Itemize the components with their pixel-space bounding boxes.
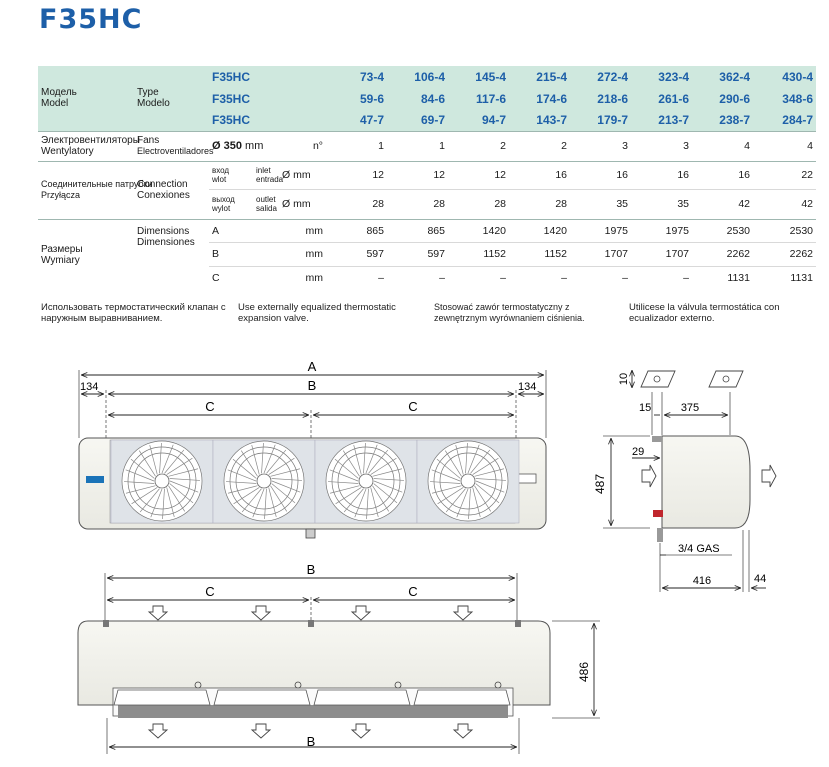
inlet-unit: Ø mm	[279, 161, 326, 189]
note-ru: Использовать термостатический клапан с наружным выравниванием.	[41, 302, 226, 324]
fan-grille-icon	[111, 440, 213, 523]
bottom-view	[78, 562, 600, 754]
dimension-a-value: 1420	[448, 219, 509, 242]
model-code: 59-6	[326, 88, 387, 109]
model-code: 106-4	[387, 66, 448, 88]
dimensions-label-es: Dimensiones	[137, 236, 195, 248]
dim-c-label-bottom-right: C	[408, 584, 418, 599]
dim-c-label-bottom-left: C	[205, 584, 215, 599]
airflow-arrow-icon	[454, 606, 472, 620]
dimension-b-value: 1152	[448, 242, 509, 266]
model-name: F35HC	[209, 88, 279, 109]
fan-grille-icon	[315, 440, 417, 523]
dimensions-label-pl: Wymiary	[41, 254, 80, 266]
dim-487-label: 487	[593, 473, 607, 495]
dimension-c-value: –	[448, 266, 509, 290]
front-view	[79, 359, 546, 538]
fan-count: 2	[448, 131, 509, 161]
dimension-c-value: 1131	[753, 266, 816, 290]
dimensions-label-en: Dimensions	[137, 225, 190, 237]
model-name: F35HC	[209, 109, 279, 131]
outlet-diameter: 28	[326, 189, 387, 219]
inlet-diameter: 16	[631, 161, 692, 189]
airflow-arrow-icon	[149, 724, 167, 738]
dimension-a-value: 865	[326, 219, 387, 242]
fans-label-es: Electroventiladores	[137, 146, 214, 156]
dimension-c-value: –	[570, 266, 631, 290]
model-code: 179-7	[570, 109, 631, 131]
dimension-b-value: 1152	[509, 242, 570, 266]
inlet-label-es: entrada	[256, 174, 284, 184]
fan-diameter: Ø 350	[212, 140, 242, 152]
airflow-arrow-icon	[454, 724, 472, 738]
model-code: 145-4	[448, 66, 509, 88]
dimension-b-value: 1707	[631, 242, 692, 266]
inlet-diameter: 16	[570, 161, 631, 189]
dimension-unit: mm	[279, 242, 326, 266]
dim-44-label: 44	[754, 573, 767, 585]
dim-b-label-bottom: B	[306, 562, 316, 577]
model-code: 94-7	[448, 109, 509, 131]
dim-a-label: A	[307, 359, 317, 374]
model-code: 117-6	[448, 88, 509, 109]
inlet-diameter: 12	[387, 161, 448, 189]
fan-grille-icon	[213, 440, 315, 523]
fan-count: 2	[509, 131, 570, 161]
inlet-diameter: 22	[753, 161, 816, 189]
inlet-label-ru: вход	[212, 165, 230, 175]
dimension-b-value: 2262	[753, 242, 816, 266]
note-es: Utilicese la válvula termostática con ecualizador externo.	[629, 302, 780, 324]
dimensions-label-ru: Размеры	[41, 243, 83, 255]
model-code: 430-4	[753, 66, 816, 88]
dim-134-left: 134	[80, 381, 99, 393]
outlet-diameter: 28	[448, 189, 509, 219]
model-code: 323-4	[631, 66, 692, 88]
airflow-arrow-icon	[352, 606, 370, 620]
outlet-label-es: salida	[256, 203, 277, 213]
dimension-b-value: 2262	[692, 242, 753, 266]
dimension-c-value: –	[509, 266, 570, 290]
dimension-b-label: B	[209, 242, 279, 266]
inlet-label-pl: wlot	[212, 174, 227, 184]
dim-b-label-lower: B	[306, 734, 316, 749]
dimension-unit: mm	[279, 266, 326, 290]
dim-15-label: 15	[639, 402, 652, 414]
airflow-arrow-icon	[149, 606, 167, 620]
dimension-a-value: 865	[387, 219, 448, 242]
airflow-arrow-icon	[352, 724, 370, 738]
dim-486-label: 486	[577, 661, 591, 683]
fan-count: 4	[753, 131, 816, 161]
inlet-label-en: inlet	[256, 165, 271, 175]
inlet-diameter: 12	[448, 161, 509, 189]
model-label-ru: Модель	[41, 87, 77, 99]
outlet-label-ru: выход	[212, 194, 235, 204]
dimension-c-value: –	[326, 266, 387, 290]
model-name: F35HC	[209, 66, 279, 88]
outlet-unit: Ø mm	[279, 189, 326, 219]
outlet-diameter: 28	[387, 189, 448, 219]
fan-count: 3	[631, 131, 692, 161]
dimension-a-value: 1420	[509, 219, 570, 242]
connection-label-en: Connection	[137, 179, 188, 190]
model-code: 290-6	[692, 88, 753, 109]
outlet-diameter: 42	[692, 189, 753, 219]
dim-c-label-left: C	[205, 399, 215, 414]
fan-qty-unit: n°	[279, 131, 326, 161]
model-code: 362-4	[692, 66, 753, 88]
fans-label-pl: Wentylatory	[41, 146, 94, 157]
outlet-label-pl: wylot	[212, 203, 231, 213]
dim-b-label: B	[307, 378, 317, 393]
type-label-es: Modelo	[137, 98, 170, 110]
connection-label-es: Conexiones	[137, 190, 190, 201]
airflow-arrow-icon	[252, 724, 270, 738]
inlet-diameter: 16	[509, 161, 570, 189]
outlet-diameter: 42	[753, 189, 816, 219]
fans-label-en: Fans	[137, 135, 160, 146]
fan-count: 1	[387, 131, 448, 161]
model-code: 284-7	[753, 109, 816, 131]
inlet-diameter: 12	[326, 161, 387, 189]
dimension-b-value: 597	[387, 242, 448, 266]
inlet-diameter: 16	[692, 161, 753, 189]
dimension-c-value: 1131	[692, 266, 753, 290]
dimension-c-value: –	[631, 266, 692, 290]
fan-count: 1	[326, 131, 387, 161]
dim-416-label: 416	[692, 575, 712, 587]
model-code: 272-4	[570, 66, 631, 88]
dim-134-right: 134	[518, 381, 537, 393]
model-code: 261-6	[631, 88, 692, 109]
model-code: 215-4	[509, 66, 570, 88]
page-title: F35HC	[39, 4, 143, 35]
outlet-label-en: outlet	[256, 194, 276, 204]
model-code: 69-7	[387, 109, 448, 131]
model-code: 143-7	[509, 109, 570, 131]
dimension-a-value: 2530	[753, 219, 816, 242]
model-code: 47-7	[326, 109, 387, 131]
dimension-a-value: 2530	[692, 219, 753, 242]
fan-diameter-unit: mm	[245, 140, 264, 152]
fans-label-ru: Электровентиляторы	[41, 135, 140, 146]
model-code: 348-6	[753, 88, 816, 109]
dimension-a-value: 1975	[631, 219, 692, 242]
dimension-a-value: 1975	[570, 219, 631, 242]
dim-10-label: 10	[618, 372, 630, 386]
dimension-unit: mm	[279, 219, 326, 242]
type-label-en: Type	[137, 87, 159, 99]
dim-29-label: 29	[632, 446, 645, 458]
dimension-a-label: A	[209, 219, 279, 242]
fan-grille-icon	[417, 440, 519, 523]
dimension-b-value: 597	[326, 242, 387, 266]
outlet-diameter: 28	[509, 189, 570, 219]
note-en: Use externally equalized thermostatic expansion valve.	[238, 302, 396, 324]
model-code: 238-7	[692, 109, 753, 131]
model-code: 84-6	[387, 88, 448, 109]
connection-label-pl: Przyłącza	[41, 190, 81, 200]
dimension-c-value: –	[387, 266, 448, 290]
note-pl: Stosować zawór termostatyczny z zewnętrznym wyrównaniem ciśnienia.	[434, 302, 585, 323]
outlet-diameter: 35	[570, 189, 631, 219]
outlet-diameter: 35	[631, 189, 692, 219]
dim-c-label-right: C	[408, 399, 418, 414]
airflow-arrow-icon	[252, 606, 270, 620]
dimension-b-value: 1707	[570, 242, 631, 266]
model-code: 213-7	[631, 109, 692, 131]
model-code: 73-4	[326, 66, 387, 88]
model-label-pl: Model	[41, 98, 69, 110]
model-code: 218-6	[570, 88, 631, 109]
gas-connection-label: 3/4 GAS	[678, 543, 720, 555]
dimension-c-label: C	[209, 266, 279, 290]
connection-label-ru: Соединительные патрубки	[41, 179, 153, 189]
dim-375-label: 375	[680, 402, 700, 414]
side-view	[593, 370, 776, 592]
fan-count: 4	[692, 131, 753, 161]
fan-count: 3	[570, 131, 631, 161]
model-code: 174-6	[509, 88, 570, 109]
